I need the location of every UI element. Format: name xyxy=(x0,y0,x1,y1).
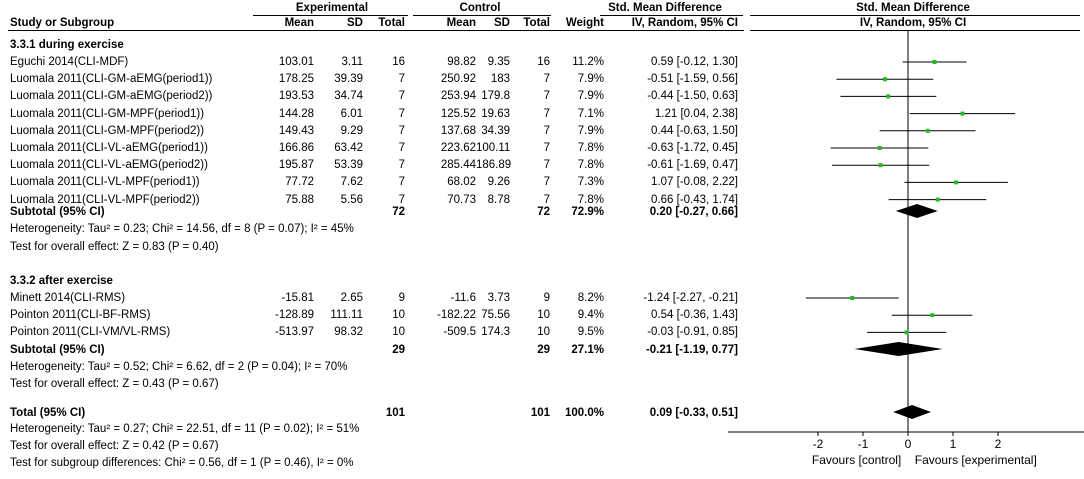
study-ctl-n: 7 xyxy=(543,90,550,103)
study-marker xyxy=(879,163,883,167)
study-ctl-mean: 253.94 xyxy=(440,90,476,103)
subtotal-ctl-total-1: 72 xyxy=(537,206,550,218)
total-overall-effect: Test for overall effect: Z = 0.42 (P = 0.67) xyxy=(10,440,219,452)
subtotal-exp-total-2: 29 xyxy=(392,344,405,356)
total-ctl-total: 101 xyxy=(530,407,550,419)
x-tick-label: 0 xyxy=(904,437,912,451)
favours-right-label: Favours [experimental] xyxy=(914,453,1037,467)
subtotal-exp-total-1: 72 xyxy=(392,206,405,218)
subtotal-weight-1: 72.9% xyxy=(571,206,604,218)
study-ctl-sd: 186.89 xyxy=(476,159,512,172)
study-exp-sd: 39.39 xyxy=(334,73,363,86)
heterogeneity-2: Heterogeneity: Tau² = 0.52; Chi² = 6.62, df = 2 (P = 0.04); I² = 70% xyxy=(10,361,348,373)
study-exp-sd: 7.62 xyxy=(340,176,363,189)
overall-effect-1: Test for overall effect: Z = 0.83 (P = 0.40) xyxy=(10,241,219,253)
study-exp-n: 16 xyxy=(392,56,405,68)
study-ci-text: -0.44 [-1.50, 0.63] xyxy=(647,90,738,103)
study-weight: 11.2% xyxy=(572,56,604,68)
ctl-mean-header: Mean xyxy=(446,17,476,29)
study-marker xyxy=(933,60,937,64)
exp-mean-header: Mean xyxy=(284,17,314,29)
exp-sd-header: SD xyxy=(347,17,363,29)
subtotal-ci-2: -0.21 [-1.19, 0.77] xyxy=(645,344,738,356)
study-marker xyxy=(905,330,909,334)
experimental-header: Experimental xyxy=(295,2,369,14)
study-marker xyxy=(926,129,930,133)
study-ctl-n: 16 xyxy=(537,56,550,68)
study-exp-n: 7 xyxy=(398,142,405,154)
subgroup-title-2: 3.3.2 after exercise xyxy=(10,275,113,287)
plot-header: Std. Mean Difference xyxy=(856,2,970,14)
control-header: Control xyxy=(459,2,501,14)
study-ctl-mean: -509.5 xyxy=(443,326,476,339)
smd-method-header: IV, Random, 95% CI xyxy=(631,17,738,29)
study-marker xyxy=(878,146,882,150)
favours-left-label: Favours [control] xyxy=(811,453,902,467)
study-exp-mean: 166.86 xyxy=(278,142,314,154)
study-marker xyxy=(954,180,958,184)
study-ctl-n: 7 xyxy=(543,142,550,154)
study-exp-sd: 63.42 xyxy=(334,142,363,154)
study-marker xyxy=(850,296,854,300)
study-exp-n: 10 xyxy=(392,309,405,322)
study-ci-text: 1.21 [0.04, 2.38] xyxy=(654,107,738,120)
plot-method-header: IV, Random, 95% CI xyxy=(859,17,967,29)
study-ctl-mean: 285.44 xyxy=(440,159,476,172)
study-name: Eguchi 2014(CLI-MDF) xyxy=(10,56,129,68)
study-weight: 7.9% xyxy=(577,124,604,137)
study-ci-text: -0.61 [-1.69, 0.47] xyxy=(647,159,738,172)
ctl-sd-header: SD xyxy=(494,17,510,29)
study-marker xyxy=(886,94,890,98)
study-column-header: Study or Subgroup xyxy=(10,17,115,29)
subtotal-label-2: Subtotal (95% CI) xyxy=(10,344,105,356)
smd-header: Std. Mean Difference xyxy=(608,2,722,14)
study-exp-n: 9 xyxy=(398,292,405,304)
total-diamond xyxy=(893,405,931,419)
study-ci-text: 0.66 [-0.43, 1.74] xyxy=(651,193,738,206)
study-exp-mean: 75.88 xyxy=(285,193,314,206)
study-weight: 7.8% xyxy=(577,193,604,206)
study-ctl-mean: 250.92 xyxy=(440,73,476,86)
study-ctl-mean: 223.62 xyxy=(440,142,476,154)
study-exp-mean: -513.97 xyxy=(274,326,314,339)
study-exp-mean: 149.43 xyxy=(278,124,314,137)
study-exp-sd: 98.32 xyxy=(334,326,363,339)
study-ctl-sd: 174.3 xyxy=(481,326,510,339)
study-exp-n: 7 xyxy=(398,73,405,86)
study-name: Luomala 2011(CLI-VL-MPF(period1)) xyxy=(10,176,200,189)
total-ci: 0.09 [-0.33, 0.51] xyxy=(649,407,738,419)
study-ctl-mean: -182.22 xyxy=(436,309,476,322)
x-tick-label: -1 xyxy=(857,437,869,451)
study-weight: 7.8% xyxy=(577,159,604,172)
study-name: Pointon 2011(CLI-BF-RMS) xyxy=(10,309,151,322)
study-ci-text: -0.63 [-1.72, 0.45] xyxy=(647,142,738,154)
study-ctl-sd: 179.8 xyxy=(481,90,510,103)
subgroup-title-1: 3.3.1 during exercise xyxy=(10,39,124,51)
study-ctl-n: 10 xyxy=(537,309,550,322)
study-exp-mean: 144.28 xyxy=(278,107,314,120)
study-marker xyxy=(960,112,964,116)
study-exp-mean: 195.87 xyxy=(278,159,314,172)
study-ci-text: 0.54 [-0.36, 1.43] xyxy=(651,309,738,322)
study-ctl-sd: 8.78 xyxy=(487,193,510,206)
study-exp-n: 7 xyxy=(398,193,405,206)
heterogeneity-1: Heterogeneity: Tau² = 0.23; Chi² = 14.56, df = 8 (P = 0.07); I² = 45% xyxy=(10,223,354,235)
study-ctl-sd: 19.63 xyxy=(481,107,510,120)
study-ci-text: -0.51 [-1.59, 0.56] xyxy=(647,73,738,86)
subtotal-weight-2: 27.1% xyxy=(571,344,604,356)
study-weight: 7.8% xyxy=(577,142,604,154)
study-exp-mean: 103.01 xyxy=(278,56,314,68)
ctl-total-header: Total xyxy=(523,17,550,29)
study-exp-n: 7 xyxy=(398,159,405,172)
study-ci-text: 1.07 [-0.08, 2.22] xyxy=(651,176,738,189)
study-ctl-sd: 3.73 xyxy=(487,292,510,304)
study-ctl-mean: 70.73 xyxy=(447,193,476,206)
study-ctl-n: 7 xyxy=(543,193,550,206)
study-exp-sd: 6.01 xyxy=(340,107,363,120)
study-ctl-sd: 100.11 xyxy=(476,142,511,154)
study-marker xyxy=(936,198,940,202)
study-name: Luomala 2011(CLI-VL-MPF(period2)) xyxy=(10,193,200,206)
study-exp-sd: 9.29 xyxy=(340,124,363,137)
study-weight: 9.5% xyxy=(577,326,604,339)
study-weight: 7.3% xyxy=(577,176,604,189)
study-name: Luomala 2011(CLI-GM-aEMG(period1)) xyxy=(10,73,213,86)
study-exp-n: 7 xyxy=(398,124,405,137)
study-exp-sd: 34.74 xyxy=(334,90,363,103)
total-weight: 100.0% xyxy=(564,407,604,419)
study-exp-sd: 111.11 xyxy=(330,309,363,322)
study-ctl-n: 7 xyxy=(543,107,550,120)
study-exp-mean: -15.81 xyxy=(281,292,314,304)
study-ctl-sd: 34.39 xyxy=(481,124,510,137)
study-name: Luomala 2011(CLI-GM-MPF(period2)) xyxy=(10,124,205,137)
subtotal-diamond-1 xyxy=(896,204,938,218)
study-ctl-n: 7 xyxy=(543,73,550,86)
study-exp-n: 7 xyxy=(398,107,405,120)
study-ctl-sd: 75.56 xyxy=(481,309,510,322)
study-ctl-mean: 68.02 xyxy=(447,176,476,189)
study-ctl-sd: 183 xyxy=(490,73,510,86)
total-heterogeneity: Heterogeneity: Tau² = 0.27; Chi² = 22.51, df = 11 (P = 0.02); I² = 51% xyxy=(10,423,360,435)
x-tick-label: 2 xyxy=(994,437,1002,451)
study-marker xyxy=(930,313,934,317)
study-ctl-n: 7 xyxy=(543,176,550,189)
study-ctl-n: 9 xyxy=(543,292,550,304)
subtotal-ctl-total-2: 29 xyxy=(537,344,550,356)
study-exp-sd: 5.56 xyxy=(340,193,363,206)
study-exp-mean: 193.53 xyxy=(278,90,314,103)
study-exp-sd: 3.11 xyxy=(341,56,363,68)
study-name: Minett 2014(CLI-RMS) xyxy=(10,292,126,304)
study-ctl-mean: -11.6 xyxy=(450,292,476,304)
subtotal-ci-1: 0.20 [-0.27, 0.66] xyxy=(649,206,738,218)
total-exp-total: 101 xyxy=(385,407,405,419)
study-name: Luomala 2011(CLI-GM-aEMG(period2)) xyxy=(10,90,213,103)
subtotal-label-1: Subtotal (95% CI) xyxy=(10,206,105,218)
study-ctl-mean: 125.52 xyxy=(440,107,476,120)
study-exp-n: 10 xyxy=(392,326,405,339)
study-ctl-mean: 137.68 xyxy=(440,124,476,137)
subtotal-diamond-2 xyxy=(854,342,942,356)
total-label: Total (95% CI) xyxy=(10,407,86,419)
study-exp-sd: 53.39 xyxy=(334,159,363,172)
study-weight: 7.9% xyxy=(577,73,604,86)
study-exp-mean: 77.72 xyxy=(285,176,314,189)
study-ctl-n: 7 xyxy=(543,124,550,137)
study-exp-n: 7 xyxy=(398,176,405,189)
study-ctl-n: 7 xyxy=(543,159,550,172)
study-weight: 7.9% xyxy=(577,90,604,103)
study-exp-mean: -128.89 xyxy=(274,309,314,322)
study-ci-text: 0.59 [-0.12, 1.30] xyxy=(651,56,738,68)
study-marker xyxy=(883,77,887,81)
study-ci-text: -1.24 [-2.27, -0.21] xyxy=(643,292,738,304)
study-name: Luomala 2011(CLI-VL-aEMG(period1)) xyxy=(10,142,208,154)
study-ctl-n: 10 xyxy=(537,326,550,339)
study-weight: 9.4% xyxy=(577,309,604,322)
overall-effect-2: Test for overall effect: Z = 0.43 (P = 0.67) xyxy=(10,378,219,390)
study-exp-mean: 178.25 xyxy=(278,73,314,86)
study-name: Luomala 2011(CLI-GM-MPF(period1)) xyxy=(10,107,205,120)
study-ci-text: -0.03 [-0.91, 0.85] xyxy=(647,326,738,339)
study-exp-n: 7 xyxy=(398,90,405,103)
x-tick-label: 1 xyxy=(949,437,957,451)
study-name: Pointon 2011(CLI-VM/VL-RMS) xyxy=(10,326,171,339)
study-ctl-sd: 9.35 xyxy=(487,56,510,68)
x-tick-label: -2 xyxy=(812,437,824,451)
subgroup-differences: Test for subgroup differences: Chi² = 0.56, df = 1 (P = 0.46), I² = 0% xyxy=(10,457,354,469)
study-exp-sd: 2.65 xyxy=(340,292,363,304)
study-ci-text: 0.44 [-0.63, 1.50] xyxy=(651,124,738,137)
study-name: Luomala 2011(CLI-VL-aEMG(period2)) xyxy=(10,159,208,172)
exp-total-header: Total xyxy=(378,17,405,29)
study-weight: 7.1% xyxy=(577,107,604,120)
study-ctl-sd: 9.26 xyxy=(487,176,510,189)
study-ctl-mean: 98.82 xyxy=(447,56,476,68)
weight-header: Weight xyxy=(565,17,604,29)
study-weight: 8.2% xyxy=(577,292,604,304)
